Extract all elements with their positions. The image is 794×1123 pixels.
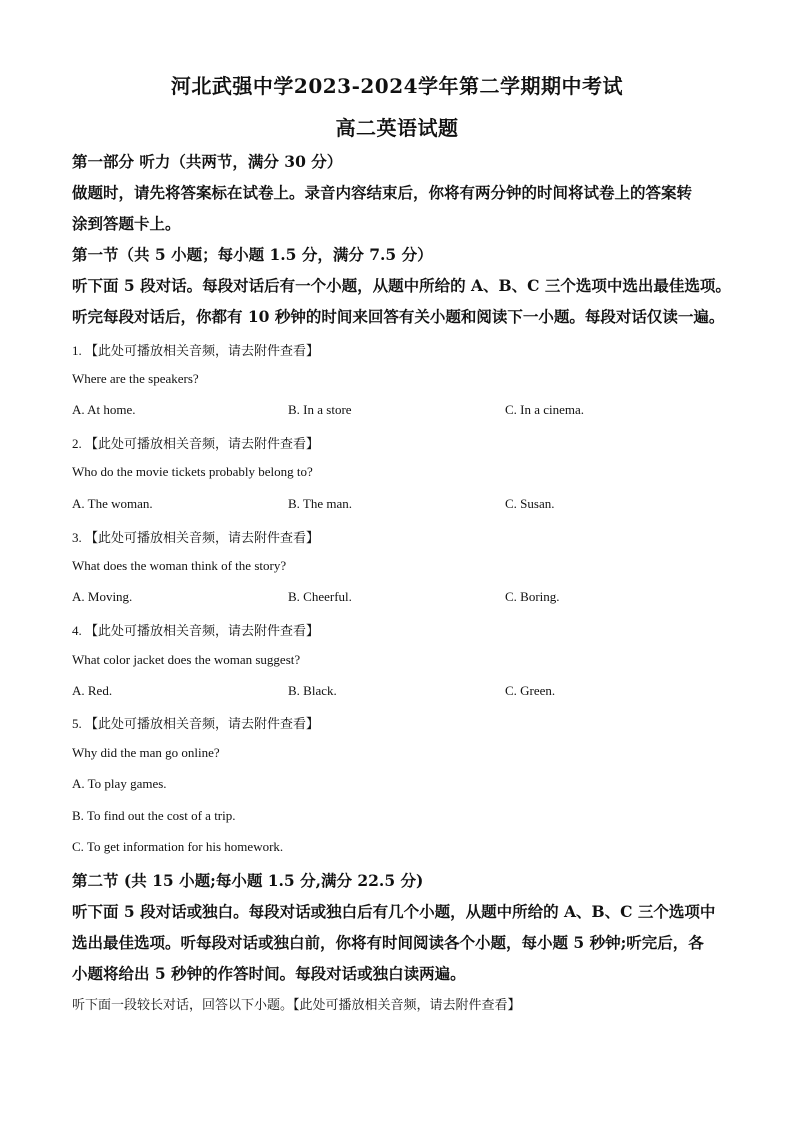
q1-option-c: C. In a cinema. xyxy=(505,402,585,417)
part1-instruction-line: 涂到答题卡上。 xyxy=(72,214,181,233)
q3-question: What does the woman think of the story? xyxy=(72,558,287,573)
exam-title: 河北武强中学2023-2024学年第二学期期中考试 xyxy=(170,74,624,98)
q2-option-c: C. Susan. xyxy=(505,496,555,511)
q3-option-a: A. Moving. xyxy=(72,589,133,604)
q4-option-b: B. Black. xyxy=(288,683,337,698)
exam-subtitle: 高二英语试题 xyxy=(335,116,459,140)
q2-option-b: B. The man. xyxy=(288,496,353,511)
q5-option-a: A. To play games. xyxy=(72,776,167,791)
q5-option-b: B. To find out the cost of a trip. xyxy=(72,808,236,823)
q4-question: What color jacket does the woman suggest? xyxy=(72,652,301,667)
q4-option-c: C. Green. xyxy=(505,683,556,698)
q1-option-a: A. At home. xyxy=(72,402,136,417)
q1-question: Where are the speakers? xyxy=(72,371,199,386)
q4-audio-link[interactable]: 4. 【此处可播放相关音频，请去附件查看】 xyxy=(72,623,320,638)
section1-heading: 第一节（共 5 小题；每小题 1.5 分，满分 7.5 分） xyxy=(72,245,433,264)
q3-option-b: B. Cheerful. xyxy=(288,589,352,604)
q1-option-b: B. In a store xyxy=(288,402,352,417)
section2-lead-audio-link[interactable]: 听下面一段较长对话，回答以下小题。【此处可播放相关音频，请去附件查看】 xyxy=(72,997,521,1012)
q4-option-a: A. Red. xyxy=(72,683,113,698)
q2-option-a: A. The woman. xyxy=(72,496,153,511)
q5-question: Why did the man go online? xyxy=(72,745,220,760)
q1-audio-link[interactable]: 1. 【此处可播放相关音频，请去附件查看】 xyxy=(72,343,320,358)
q2-question: Who do the movie tickets probably belong to? xyxy=(72,464,313,479)
q5-audio-link[interactable]: 5. 【此处可播放相关音频，请去附件查看】 xyxy=(72,716,320,731)
section2-instruction-line: 小题将给出 5 秒钟的作答时间。每段对话或独白读两遍。 xyxy=(72,964,466,983)
part1-heading: 第一部分 听力（共两节，满分 30 分） xyxy=(72,152,343,171)
section1-instruction-line: 听下面 5 段对话。每段对话后有一个小题，从题中所给的 A、B、C 三个选项中选出最佳选项。 xyxy=(72,276,731,295)
section2-instruction-line: 听下面 5 段对话或独白。每段对话或独白后有几个小题，从题中所给的 A、B、C 三个选项中 xyxy=(72,902,716,921)
q2-audio-link[interactable]: 2. 【此处可播放相关音频，请去附件查看】 xyxy=(72,436,320,451)
section2-instruction-line: 选出最佳选项。听每段对话或独白前，你将有时间阅读各个小题，每小题 5 秒钟;听完后，各 xyxy=(72,933,704,952)
q5-option-c: C. To get information for his homework. xyxy=(72,839,284,854)
part1-instruction-line: 做题时，请先将答案标在试卷上。录音内容结束后，你将有两分钟的时间将试卷上的答案转 xyxy=(72,183,693,202)
q3-audio-link[interactable]: 3. 【此处可播放相关音频，请去附件查看】 xyxy=(72,530,320,545)
q3-option-c: C. Boring. xyxy=(505,589,560,604)
section2-heading: 第二节 (共 15 小题;每小题 1.5 分,满分 22.5 分) xyxy=(72,871,424,890)
section1-instruction-line: 听完每段对话后，你都有 10 秒钟的时间来回答有关小题和阅读下一小题。每段对话仅读一遍。 xyxy=(72,307,725,326)
